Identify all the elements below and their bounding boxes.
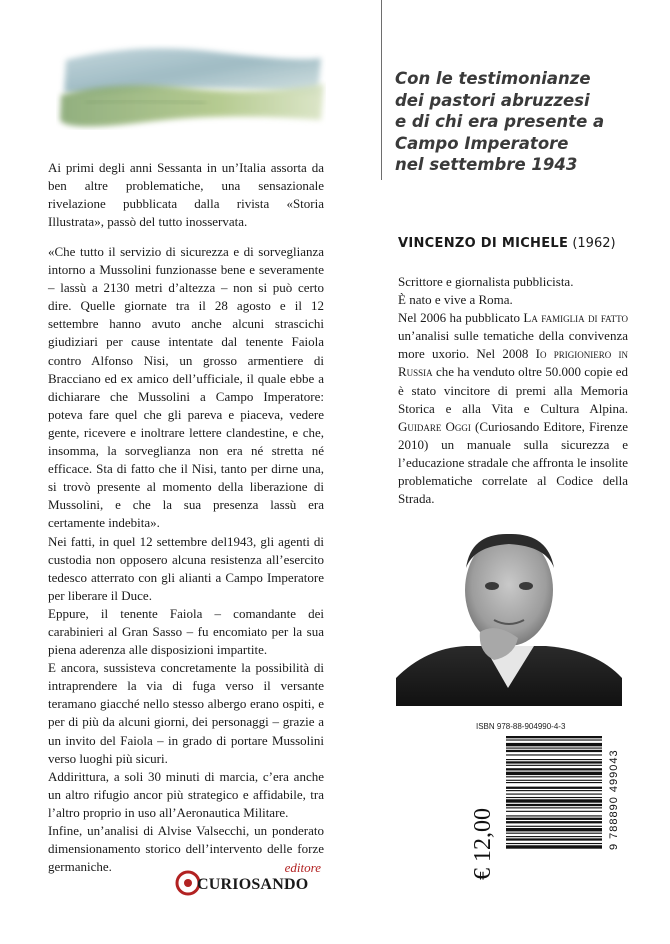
- tagline-line: e di chi era presente a: [395, 112, 605, 131]
- publisher-logo: [175, 862, 335, 902]
- barcode-bar: [506, 807, 602, 808]
- barcode-bar: [506, 780, 602, 781]
- publisher-name: CURIOSANDO: [197, 876, 309, 893]
- barcode-bar: [506, 748, 602, 749]
- barcode-bar: [506, 790, 602, 791]
- quote-paragraph: Eppure, il tenente Faiola – comandante dei carabinieri al Gran Sasso – fu encomiato per la sua piena aderenza alle disposizioni impartite.: [48, 605, 324, 658]
- author-photo: [396, 528, 622, 706]
- watercolor-illustration: [56, 40, 326, 130]
- bio-text: Nel 2006 ha pubblicato: [398, 310, 524, 326]
- barcode-number: 9 788890 499043: [608, 749, 620, 850]
- barcode-bar: [506, 759, 602, 760]
- barcode-bar: [506, 794, 602, 795]
- barcode-bar: [506, 811, 602, 812]
- barcode: [506, 732, 620, 922]
- barcode-bar: [506, 797, 602, 798]
- book-title: Guidare Oggi: [398, 418, 471, 434]
- barcode-bar: [506, 815, 602, 816]
- bio-line: Scrittore e giornalista pubblicista.: [398, 274, 574, 289]
- tagline: [395, 68, 655, 176]
- quote-paragraph: Infine, un’analisi di Alvise Valsecchi, un ponderato dimensionamento storico dell’intervento delle forze germaniche.: [48, 823, 324, 875]
- book-title: Io prigioniero in Russia: [398, 346, 628, 380]
- barcode-bar: [506, 750, 602, 752]
- barcode-bar: [506, 826, 602, 827]
- tagline-line: Campo Imperatore: [395, 133, 569, 153]
- author-name: VINCENZO DI MICHELE: [398, 236, 569, 251]
- barcode-bar: [506, 754, 602, 755]
- bio-text: che ha venduto oltre 50.000 copie ed è stato vincitore di premi alla Memoria Storica e alla Vita e Cultura Alpina.: [398, 364, 628, 416]
- barcode-bar: [506, 787, 602, 789]
- author-heading: [398, 236, 616, 251]
- price-label: € 12,00: [470, 808, 496, 880]
- barcode-bar: [506, 782, 602, 783]
- barcode-bar: [506, 772, 602, 775]
- quote-paragraph: Nei fatti, in quel 12 settembre del1943, gli agenti di custodia non opposero alcuna resistenza all’esercito tedesco atterrato con gli alianti a Campo Imperatore per liberare il Duce.: [48, 533, 324, 603]
- quote-paragraph: E ancora, sussisteva concretamente la possibilità di intraprendere la via di fuga verso il versante teramano giacché nello stesso albergo erano ospiti, e per di più da alcuni giorni, dei personaggi – grazie a un invito del Faiola – in grado di portare Mussolini verso luoghi più sicuri.: [48, 660, 324, 766]
- book-title: La famiglia di fatto: [523, 310, 628, 326]
- quote-block: [48, 243, 324, 876]
- barcode-bar: [506, 821, 602, 823]
- barcode-bar: [506, 843, 602, 844]
- barcode-bar: [506, 828, 602, 831]
- barcode-bar: [506, 833, 602, 834]
- intro-paragraph: [48, 159, 324, 231]
- bio-paragraph: [398, 309, 628, 508]
- barcode-bar: [506, 776, 602, 777]
- barcode-bar: [506, 845, 602, 848]
- barcode-bar: [506, 736, 602, 738]
- bio-text: (Curiosando Editore, Firenze 2010) un manuale sulla sicurezza e l’educazione stradale che affronta le insolite problematiche correlate al Codice della Strada.: [398, 418, 628, 507]
- tagline-line: Con le testimonianze: [395, 69, 591, 88]
- barcode-bar: [506, 768, 602, 770]
- quote-paragraph: «Che tutto il servizio di sicurezza e di sorveglianza intorno a Mussolini funzionasse bene e severamente – lassù a 2130 metri d’altezza – non si può certo dire. Quelle giornate tra il 28 agosto e il 12 settembre hanno avuto anche alcuni strascichi giudiziari per cause intentate dal tenente Faiola contro Alfonso Nisi, un grosso armentiere di Bracciano ed ex amico dell’ufficiale, il quale ebbe a dichiarare che Mussolini a Campo Imperatore: poteva fare quel che gli pareva e piaceva, vedere gente, ricevere e inoltrare lettere clandestine, e che, insomma, la sorveglianza non era né stretta né efficace. Sta di fatto che il Nisi, tanto per dirne una, si trovò presente al momento della liberazione di Mussolini, e che la sua presenza lassù era certamente indebita».: [48, 244, 324, 531]
- tagline-line: dei pastori abruzzesi: [395, 90, 590, 110]
- vertical-divider: [381, 0, 382, 180]
- bio-text: un’analisi sulle tematiche della convivenza more uxorio. Nel 2008: [398, 328, 628, 362]
- barcode-bar: [506, 765, 602, 766]
- tagline-line: nel settembre 1943: [395, 155, 578, 174]
- barcode-bar: [506, 838, 602, 840]
- barcode-bar: [506, 804, 602, 806]
- barcode-bars: [506, 732, 620, 922]
- quote-paragraph: Addirittura, a soli 30 minuti di marcia, c’era anche un altro rifugio ancor più strategico e affidabile, tra l’altro proprio in uso all’Aeronautica Militare.: [48, 768, 324, 820]
- bio-line: È nato e vive a Roma.: [398, 292, 513, 308]
- barcode-bar: [506, 799, 602, 802]
- barcode-bar: [506, 836, 602, 837]
- barcode-bar: [506, 818, 602, 820]
- barcode-bar: [506, 743, 602, 746]
- author-bio: [398, 273, 628, 508]
- publisher-editore-label: editore: [284, 860, 321, 875]
- barcode-bar: [506, 761, 602, 763]
- isbn-label: ISBN 978-88-904990-4-3: [476, 722, 566, 731]
- author-year: (1962): [572, 236, 616, 251]
- barcode-bar: [506, 739, 602, 740]
- intro-text: Ai primi degli anni Sessanta in un’Italia assorta da ben altre problematiche, una sensazionale rivelazione pubblicata dalla rivista «Storia Illustrata», passò del tutto inosservata.: [48, 160, 324, 230]
